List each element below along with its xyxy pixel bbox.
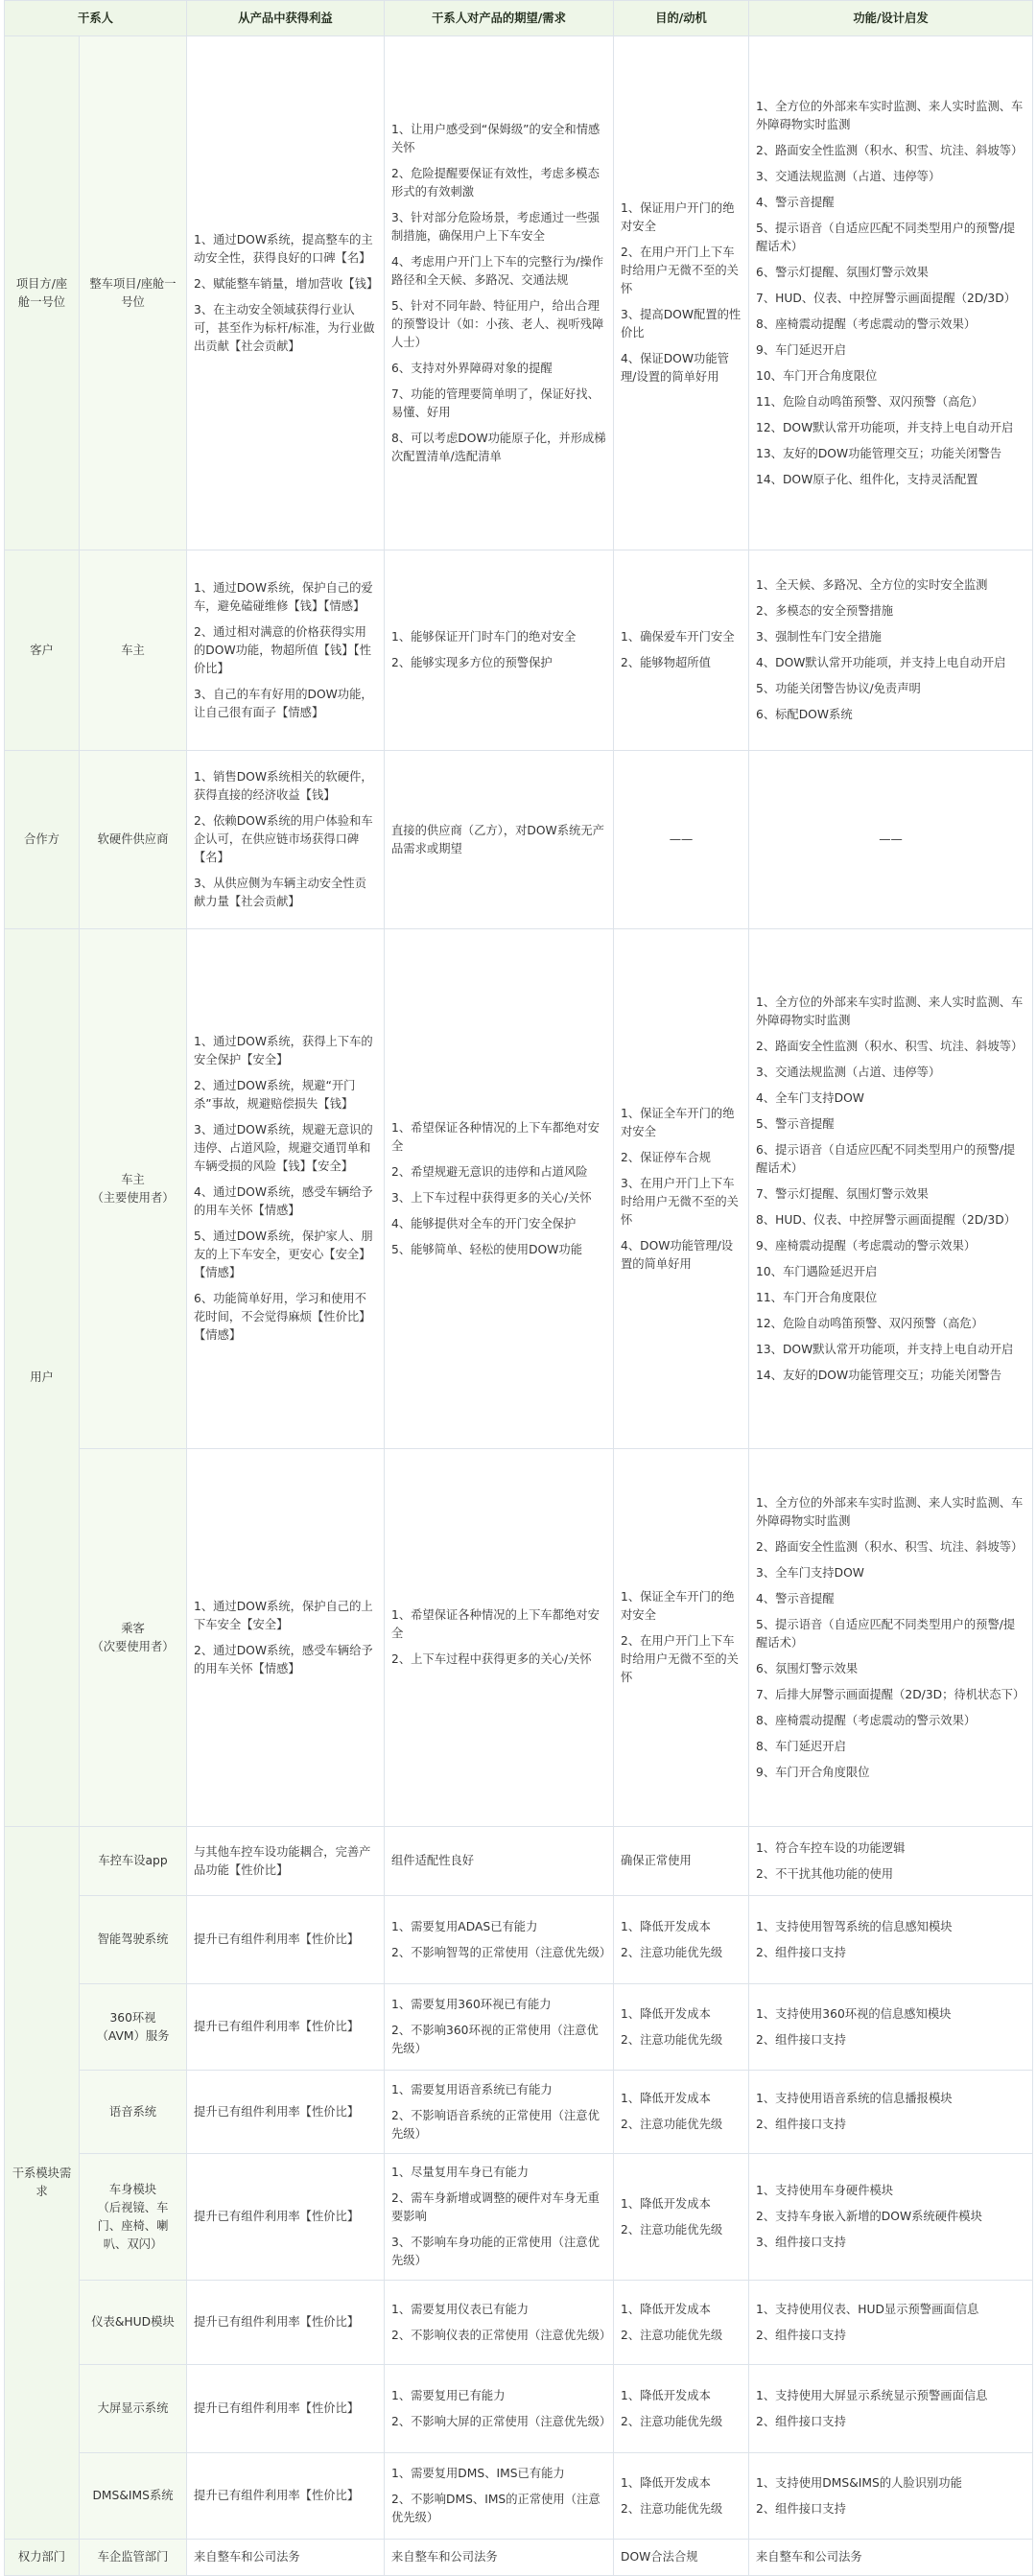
- cell-paragraph: 1、全天候、多路况、全方位的实时安全监测: [756, 578, 988, 592]
- cell-paragraph: 1、支持使用车身硬件模块: [756, 2184, 894, 2197]
- cell-paragraph: 2、在用户开门上下车时给用户无微不至的关怀: [621, 246, 739, 295]
- cell-paragraph: 确保正常使用: [621, 1854, 692, 1867]
- cell-paragraph: 11、车门开合角度限位: [756, 1290, 878, 1304]
- stakeholder-name-cell: [80, 2154, 187, 2281]
- cell-paragraph: 9、车门延迟开启: [756, 342, 846, 357]
- cell-paragraph: 2、希望规避无意识的违停和占道风险: [391, 1164, 588, 1179]
- cell-paragraph: 1、降低开发成本: [621, 2006, 711, 2021]
- cell-paragraph: 2、依赖DOW系统的用户体验和车企认可，在供应链市场获得口碑【名】: [194, 814, 373, 864]
- stakeholder-name: 仪表&HUD模块: [91, 2315, 175, 2329]
- cell-paragraph: 4、DOW功能管理/设置的简单好用: [621, 1238, 734, 1271]
- goals-cell: [614, 2071, 749, 2154]
- cell-paragraph: 4、警示音提醒: [756, 1591, 835, 1605]
- cell-paragraph: 2、组件接口支持: [756, 2414, 846, 2428]
- cell-paragraph: 7、HUD、仪表、中控屏警示画面提醒（2D/3D）: [756, 291, 1017, 305]
- cell-paragraph: 9、车门开合角度限位: [756, 1765, 870, 1779]
- cell-paragraph: 6、标配DOW系统: [756, 708, 853, 721]
- cell-paragraph: DOW合法合规: [621, 2550, 698, 2564]
- goals-cell: [614, 1896, 749, 1984]
- cell-paragraph: 1、能够保证开门时车门的绝对安全: [391, 630, 577, 644]
- cell-paragraph: 1、需要复用DMS、IMS已有能力: [391, 2467, 565, 2480]
- cell-paragraph: 1、通过DOW系统，保护自己的爱车，避免磕碰维修【钱】【情感】: [194, 580, 373, 613]
- features-cell: [749, 2281, 1033, 2365]
- cell-paragraph: 2、组件接口支持: [756, 2328, 846, 2342]
- cell-paragraph: 1、支持使用360环视的信息感知模块: [756, 2006, 952, 2021]
- cell-paragraph: 5、提示语音（自适应匹配不同类型用户的预警/提醒话术）: [756, 221, 1016, 253]
- cell-paragraph: 2、不影响仪表的正常使用（注意优先级）: [391, 2328, 612, 2342]
- benefits-cell: [187, 2071, 385, 2154]
- benefits-cell: [187, 2365, 385, 2453]
- cell-paragraph: 2、注意功能优先级: [621, 2501, 723, 2516]
- cell-paragraph: 11、危险自动鸣笛预警、双闪预警（高危）: [756, 394, 983, 409]
- cell-paragraph: 4、能够提供对全车的开门安全保护: [391, 1216, 577, 1230]
- cell-paragraph: 2、路面安全性监测（积水、积雪、坑洼、斜坡等）: [756, 1539, 1024, 1554]
- stakeholder-name: 乘客 （次要使用者）: [91, 1621, 175, 1653]
- stakeholder-name: 车企监管部门: [97, 2550, 169, 2564]
- goals-cell: [614, 550, 749, 751]
- cell-paragraph: 4、全车门支持DOW: [756, 1090, 864, 1105]
- goals-cell: [614, 751, 749, 929]
- cell-paragraph: 2、上下车过程中获得更多的关心/关怀: [391, 1652, 592, 1666]
- cell-paragraph: 提升已有组件利用率【性价比】: [194, 2315, 360, 2329]
- cell-paragraph: 8、可以考虑DOW功能原子化，并形成梯次配置清单/选配清单: [391, 431, 606, 463]
- cell-paragraph: 2、在用户开门上下车时给用户无微不至的关怀: [621, 1634, 739, 1684]
- stakeholder-name-cell: [80, 1827, 187, 1896]
- features-cell: [749, 2154, 1033, 2281]
- cell-paragraph: 1、需要复用ADAS已有能力: [391, 1919, 538, 1933]
- cell-paragraph: 2、组件接口支持: [756, 2501, 846, 2516]
- table-body: [5, 36, 1033, 2576]
- cell-paragraph: 3、不影响车身功能的正常使用（注意优先级）: [391, 2236, 600, 2267]
- features-cell: [749, 550, 1033, 751]
- cell-paragraph: 6、功能简单好用，学习和使用不花时间，不会觉得麻烦【性价比】【情感】: [194, 1292, 371, 1342]
- stakeholder-group-cell: 合作方: [5, 751, 80, 929]
- cell-paragraph: 4、通过DOW系统，感受车辆给予的用车关怀【情感】: [194, 1185, 373, 1217]
- table-row: [5, 550, 1033, 751]
- cell-paragraph: 3、从供应侧为车辆主动安全性贡献力量【社会贡献】: [194, 877, 366, 908]
- cell-paragraph: 与其他车控车设功能耦合，完善产品功能【性价比】: [194, 1844, 371, 1877]
- needs-cell: [385, 2154, 614, 2281]
- goals-cell: [614, 1449, 749, 1827]
- cell-paragraph: 1、尽量复用车身已有能力: [391, 2166, 530, 2179]
- cell-paragraph: 2、组件接口支持: [756, 2032, 846, 2047]
- stakeholder-group-cell: 客户: [5, 550, 80, 751]
- header-needs: 干系人对产品的期望/需求: [385, 1, 614, 36]
- cell-paragraph: 1、全方位的外部来车实时监测、来人实时监测、车外障碍物实时监测: [756, 995, 1024, 1027]
- stakeholder-name-cell: [80, 2365, 187, 2453]
- cell-paragraph: 1、降低开发成本: [621, 2475, 711, 2490]
- stakeholder-name: 整车项目/座舱一号位: [89, 276, 177, 309]
- cell-paragraph: 6、氛围灯警示效果: [756, 1661, 859, 1675]
- stakeholder-name: 语音系统: [108, 2104, 157, 2119]
- cell-paragraph: 1、需要复用360环视已有能力: [391, 1998, 552, 2011]
- cell-paragraph: 2、路面安全性监测（积水、积雪、坑洼、斜坡等）: [756, 143, 1024, 157]
- benefits-cell: [187, 751, 385, 929]
- goals-cell: [614, 2453, 749, 2540]
- cell-paragraph: 1、降低开发成本: [621, 2092, 711, 2105]
- needs-cell: [385, 1449, 614, 1827]
- cell-paragraph: 1、支持使用智驾系统的信息感知模块: [756, 1919, 953, 1933]
- table-row: [5, 36, 1033, 550]
- cell-paragraph: 1、降低开发成本: [621, 1919, 711, 1933]
- goals-cell: [614, 2365, 749, 2453]
- stakeholder-name-cell: [80, 1984, 187, 2071]
- table-row: [5, 1827, 1033, 1896]
- cell-paragraph: 8、HUD、仪表、中控屏警示画面提醒（2D/3D）: [756, 1212, 1017, 1227]
- cell-paragraph: 1、希望保证各种情况的上下车都绝对安全: [391, 1120, 600, 1153]
- cell-paragraph: 提升已有组件利用率【性价比】: [194, 1932, 360, 1946]
- cell-paragraph: 7、警示灯提醒、氛围灯警示效果: [756, 1186, 929, 1201]
- cell-paragraph: 2、组件接口支持: [756, 1945, 846, 1959]
- goals-cell: [614, 36, 749, 550]
- cell-paragraph: 3、在主动安全领域获得行业认可，甚至作为标杆/标准，为行业做出贡献【社会贡献】: [194, 302, 375, 353]
- cell-paragraph: 3、通过DOW系统，规避无意识的违停、占道风险，规避交通罚单和车辆受损的风险【钱】【安全】: [194, 1123, 373, 1173]
- cell-paragraph: 4、DOW默认常开功能项，并支持上电自动开启: [756, 656, 1006, 669]
- cell-paragraph: 2、不影响智驾的正常使用（注意优先级）: [391, 1945, 612, 1959]
- stakeholder-name-cell: [80, 2281, 187, 2365]
- stakeholder-name-cell: [80, 1449, 187, 1827]
- header-stakeholder: 干系人: [5, 1, 187, 36]
- cell-paragraph: 6、警示灯提醒、氛围灯警示效果: [756, 265, 929, 279]
- needs-cell: [385, 2540, 614, 2576]
- cell-paragraph: 1、支持使用仪表、HUD显示预警画面信息: [756, 2302, 979, 2316]
- needs-cell: [385, 1827, 614, 1896]
- features-cell: [749, 1984, 1033, 2071]
- cell-paragraph: 1、通过DOW系统，获得上下车的安全保护【安全】: [194, 1035, 373, 1066]
- cell-paragraph: 2、不影响DMS、IMS的正常使用（注意优先级）: [391, 2493, 600, 2524]
- cell-paragraph: 1、希望保证各种情况的上下车都绝对安全: [391, 1608, 600, 1640]
- stakeholder-name: 360环视 （AVM）服务: [96, 2010, 170, 2043]
- stakeholder-name-cell: [80, 2540, 187, 2576]
- benefits-cell: [187, 1984, 385, 2071]
- cell-paragraph: 1、保证全车开门的绝对安全: [621, 1106, 735, 1138]
- cell-paragraph: 1、全方位的外部来车实时监测、来人实时监测、车外障碍物实时监测: [756, 99, 1024, 131]
- cell-paragraph: 2、不影响大屏的正常使用（注意优先级）: [391, 2414, 612, 2428]
- cell-paragraph: 2、不影响360环视的正常使用（注意优先级）: [391, 2024, 599, 2055]
- goals-cell: [614, 929, 749, 1449]
- cell-paragraph: 1、支持使用语音系统的信息播报模块: [756, 2092, 953, 2105]
- stakeholder-name: 大屏显示系统: [97, 2401, 169, 2415]
- features-cell: [749, 2540, 1033, 2576]
- header-goals: 目的/动机: [614, 1, 749, 36]
- cell-paragraph: 3、上下车过程中获得更多的关心/关怀: [391, 1190, 592, 1205]
- benefits-cell: [187, 550, 385, 751]
- cell-paragraph: 1、符合车控车设的功能逻辑: [756, 1840, 906, 1855]
- needs-cell: [385, 2365, 614, 2453]
- cell-paragraph: 5、通过DOW系统，保护家人、朋友的上下车安全，更安心【安全】【情感】: [194, 1229, 373, 1279]
- cell-paragraph: 2、注意功能优先级: [621, 2222, 723, 2236]
- cell-paragraph: 1、销售DOW系统相关的软硬件，获得直接的经济收益【钱】: [194, 770, 373, 802]
- table-row: [5, 1984, 1033, 2071]
- benefits-cell: [187, 1449, 385, 1827]
- needs-cell: [385, 36, 614, 550]
- cell-paragraph: 1、确保爱车开门安全: [621, 630, 735, 644]
- features-cell: [749, 1827, 1033, 1896]
- benefits-cell: [187, 1827, 385, 1896]
- needs-cell: [385, 2281, 614, 2365]
- features-cell: [749, 2453, 1033, 2540]
- cell-paragraph: 1、需要复用仪表已有能力: [391, 2302, 530, 2316]
- table-row: [5, 2281, 1033, 2365]
- table-row: [5, 1449, 1033, 1827]
- features-cell: [749, 929, 1033, 1449]
- cell-paragraph: 12、DOW默认常开功能项，并支持上电自动开启: [756, 420, 1014, 434]
- cell-paragraph: 来自整车和公司法务: [194, 2550, 300, 2564]
- table-row: [5, 2453, 1033, 2540]
- stakeholder-analysis-sheet: [4, 0, 1032, 2576]
- cell-paragraph: 提升已有组件利用率【性价比】: [194, 2489, 360, 2502]
- cell-paragraph: 9、座椅震动提醒（考虑震动的警示效果）: [756, 1238, 977, 1253]
- goals-cell: [614, 1827, 749, 1896]
- cell-paragraph: 提升已有组件利用率【性价比】: [194, 2104, 360, 2119]
- cell-paragraph: 3、强制性车门安全措施: [756, 630, 882, 644]
- cell-paragraph: 1、保证全车开门的绝对安全: [621, 1590, 735, 1622]
- cell-paragraph: 2、通过DOW系统，感受车辆给予的用车关怀【情感】: [194, 1643, 373, 1675]
- cell-paragraph: 3、全车门支持DOW: [756, 1565, 864, 1580]
- stakeholder-table: [4, 0, 1033, 2576]
- benefits-cell: [187, 2540, 385, 2576]
- table-row: [5, 2540, 1033, 2576]
- cell-paragraph: 1、保证用户开门的绝对安全: [621, 201, 735, 233]
- cell-paragraph: 1、降低开发成本: [621, 2196, 711, 2211]
- cell-paragraph: 1、需要复用已有能力: [391, 2388, 506, 2402]
- cell-paragraph: 13、友好的DOW功能管理交互；功能关闭警告: [756, 446, 1002, 460]
- stakeholder-name-cell: [80, 36, 187, 550]
- cell-paragraph: 8、座椅震动提醒（考虑震动的警示效果）: [756, 1713, 977, 1727]
- cell-paragraph: 7、功能的管理要简单明了，保证好找、易懂、好用: [391, 386, 600, 419]
- benefits-cell: [187, 2281, 385, 2365]
- stakeholder-name-cell: [80, 550, 187, 751]
- cell-paragraph: 1、降低开发成本: [621, 2302, 711, 2316]
- cell-paragraph: 3、提高DOW配置的性价比: [621, 308, 742, 340]
- cell-paragraph: 10、车门遇险延迟开启: [756, 1264, 878, 1278]
- stakeholder-name-cell: [80, 929, 187, 1449]
- table-row: [5, 751, 1033, 929]
- cell-paragraph: 提升已有组件利用率【性价比】: [194, 2210, 360, 2223]
- cell-paragraph: 6、支持对外界障碍对象的提醒: [391, 361, 553, 375]
- cell-paragraph: 13、DOW默认常开功能项，并支持上电自动开启: [756, 1342, 1014, 1356]
- cell-paragraph: 2、能够物超所值: [621, 656, 711, 669]
- stakeholder-name: 车身模块 （后视镜、车门、座椅、喇叭、双闪）: [97, 2182, 169, 2251]
- stakeholder-group-cell: 权力部门: [5, 2540, 80, 2576]
- needs-cell: [385, 1984, 614, 2071]
- cell-paragraph: 提升已有组件利用率【性价比】: [194, 2020, 360, 2033]
- needs-cell: [385, 929, 614, 1449]
- needs-cell: [385, 1896, 614, 1984]
- table-row: [5, 2071, 1033, 2154]
- goals-cell: [614, 2154, 749, 2281]
- cell-paragraph: 1、让用户感受到“保姆级”的安全和情感关怀: [391, 122, 600, 154]
- cell-paragraph: 1、通过DOW系统，提高整车的主动安全性，获得良好的口碑【名】: [194, 232, 373, 265]
- cell-paragraph: 2、通过DOW系统，规避“开门杀”事故，规避赔偿损失【钱】: [194, 1079, 356, 1111]
- benefits-cell: [187, 36, 385, 550]
- table-row: [5, 2154, 1033, 2281]
- stakeholder-name-cell: [80, 2071, 187, 2154]
- cell-paragraph: 直接的供应商（乙方），对DOW系统无产品需求或期望: [391, 823, 604, 855]
- cell-paragraph: 14、友好的DOW功能管理交互；功能关闭警告: [756, 1368, 1002, 1382]
- benefits-cell: [187, 2453, 385, 2540]
- stakeholder-group-cell: 干系模块需求: [5, 1827, 80, 2540]
- stakeholder-name: 软硬件供应商: [97, 832, 169, 846]
- cell-paragraph: 2、不影响语音系统的正常使用（注意优先级）: [391, 2108, 600, 2141]
- benefits-cell: [187, 2154, 385, 2281]
- cell-paragraph: 3、交通法规监测（占道、违停等）: [756, 169, 941, 183]
- cell-paragraph: 来自整车和公司法务: [756, 2550, 862, 2564]
- features-cell: [749, 1896, 1033, 1984]
- cell-paragraph: 2、危险提醒要保证有效性，考虑多模态形式的有效刺激: [391, 166, 600, 199]
- cell-paragraph: 2、注意功能优先级: [621, 1945, 723, 1959]
- cell-paragraph: 2、支持车身嵌入新增的DOW系统硬件模块: [756, 2210, 982, 2223]
- cell-paragraph: 来自整车和公司法务: [391, 2550, 498, 2564]
- cell-paragraph: 5、能够简单、轻松的使用DOW功能: [391, 1242, 582, 1256]
- header-benefits: 从产品中获得利益: [187, 1, 385, 36]
- table-row: [5, 1896, 1033, 1984]
- needs-cell: [385, 2071, 614, 2154]
- cell-paragraph: 2、注意功能优先级: [621, 2118, 723, 2131]
- cell-paragraph: 3、交通法规监测（占道、违停等）: [756, 1065, 941, 1079]
- cell-paragraph: 提升已有组件利用率【性价比】: [194, 2401, 360, 2415]
- header-features: 功能/设计启发: [749, 1, 1033, 36]
- needs-cell: [385, 550, 614, 751]
- stakeholder-name-cell: [80, 751, 187, 929]
- cell-paragraph: 14、DOW原子化、组件化，支持灵活配置: [756, 472, 978, 486]
- cell-paragraph: 12、危险自动鸣笛预警、双闪预警（高危）: [756, 1316, 983, 1330]
- cell-paragraph: 1、降低开发成本: [621, 2388, 711, 2402]
- cell-paragraph: 8、座椅震动提醒（考虑震动的警示效果）: [756, 316, 977, 331]
- cell-paragraph: 2、保证停车合规: [621, 1150, 711, 1164]
- stakeholder-name: 智能驾驶系统: [97, 1932, 169, 1946]
- stakeholder-name-cell: [80, 2453, 187, 2540]
- goals-cell: [614, 1984, 749, 2071]
- table-row: [5, 2365, 1033, 2453]
- cell-paragraph: 1、全方位的外部来车实时监测、来人实时监测、车外障碍物实时监测: [756, 1495, 1024, 1528]
- cell-paragraph: 2、路面安全性监测（积水、积雪、坑洼、斜坡等）: [756, 1039, 1024, 1053]
- features-cell: [749, 2365, 1033, 2453]
- cell-paragraph: 2、需车身新增或调整的硬件对车身无重要影响: [391, 2191, 600, 2223]
- needs-cell: [385, 2453, 614, 2540]
- features-cell: [749, 2071, 1033, 2154]
- cell-paragraph: 1、支持使用DMS&IMS的人脸识别功能: [756, 2475, 962, 2490]
- cell-paragraph: 2、不干扰其他功能的使用: [756, 1866, 894, 1881]
- table-row: [5, 929, 1033, 1449]
- cell-paragraph: 2、注意功能优先级: [621, 2032, 723, 2047]
- cell-paragraph: 2、通过相对满意的价格获得实用的DOW功能，物超所值【钱】【性价比】: [194, 624, 372, 675]
- cell-paragraph: 5、针对不同年龄、特征用户，给出合理的预警设计（如：小孩、老人、视听残障人士）: [391, 298, 604, 349]
- features-cell: [749, 751, 1033, 929]
- features-cell: [749, 36, 1033, 550]
- benefits-cell: [187, 1896, 385, 1984]
- cell-paragraph: 2、注意功能优先级: [621, 2328, 723, 2342]
- benefits-cell: [187, 929, 385, 1449]
- stakeholder-group-cell: 用户: [5, 929, 80, 1827]
- cell-paragraph: ——: [669, 832, 694, 846]
- stakeholder-name-cell: [80, 1896, 187, 1984]
- cell-paragraph: 3、针对部分危险场景，考虑通过一些强制措施，确保用户上下车安全: [391, 210, 600, 243]
- cell-paragraph: 2、能够实现多方位的预警保护: [391, 656, 553, 669]
- stakeholder-group-cell: 项目方/座舱一号位: [5, 36, 80, 550]
- cell-paragraph: 7、后排大屏警示画面提醒（2D/3D；待机状态下）: [756, 1687, 1025, 1701]
- goals-cell: [614, 2540, 749, 2576]
- cell-paragraph: 5、提示语音（自适应匹配不同类型用户的预警/提醒话术）: [756, 1617, 1016, 1650]
- cell-paragraph: 2、组件接口支持: [756, 2118, 846, 2131]
- cell-paragraph: 8、车门延迟开启: [756, 1739, 846, 1753]
- stakeholder-name: 车控车设app: [98, 1854, 168, 1867]
- cell-paragraph: 5、功能关闭警告协议/免责声明: [756, 682, 921, 695]
- cell-paragraph: 1、支持使用大屏显示系统显示预警画面信息: [756, 2388, 988, 2402]
- stakeholder-name: DMS&IMS系统: [92, 2489, 174, 2502]
- cell-paragraph: 6、提示语音（自适应匹配不同类型用户的预警/提醒话术）: [756, 1142, 1016, 1175]
- header-row: [5, 1, 1033, 36]
- cell-paragraph: 组件适配性良好: [391, 1854, 475, 1867]
- cell-paragraph: 3、自己的车有好用的DOW功能，让自己很有面子【情感】: [194, 687, 373, 719]
- cell-paragraph: 1、需要复用语音系统已有能力: [391, 2082, 553, 2096]
- cell-paragraph: 10、车门开合角度限位: [756, 368, 878, 383]
- cell-paragraph: 2、赋能整车销量，增加营收【钱】: [194, 276, 379, 291]
- cell-paragraph: ——: [879, 832, 903, 846]
- needs-cell: [385, 751, 614, 929]
- cell-paragraph: 4、保证DOW功能管理/设置的简单好用: [621, 352, 729, 384]
- cell-paragraph: 5、警示音提醒: [756, 1116, 835, 1131]
- cell-paragraph: 3、在用户开门上下车时给用户无微不至的关怀: [621, 1176, 739, 1227]
- stakeholder-name: 车主: [121, 643, 145, 657]
- cell-paragraph: 1、通过DOW系统，保护自己的上下车安全【安全】: [194, 1599, 373, 1631]
- cell-paragraph: 4、警示音提醒: [756, 195, 835, 209]
- cell-paragraph: 2、多模态的安全预警措施: [756, 604, 894, 618]
- cell-paragraph: 2、注意功能优先级: [621, 2414, 723, 2428]
- features-cell: [749, 1449, 1033, 1827]
- stakeholder-name: 车主 （主要使用者）: [91, 1172, 175, 1205]
- goals-cell: [614, 2281, 749, 2365]
- cell-paragraph: 3、组件接口支持: [756, 2236, 846, 2249]
- cell-paragraph: 4、考虑用户开门上下车的完整行为/操作路径和全天候、多路况、交通法规: [391, 254, 604, 287]
